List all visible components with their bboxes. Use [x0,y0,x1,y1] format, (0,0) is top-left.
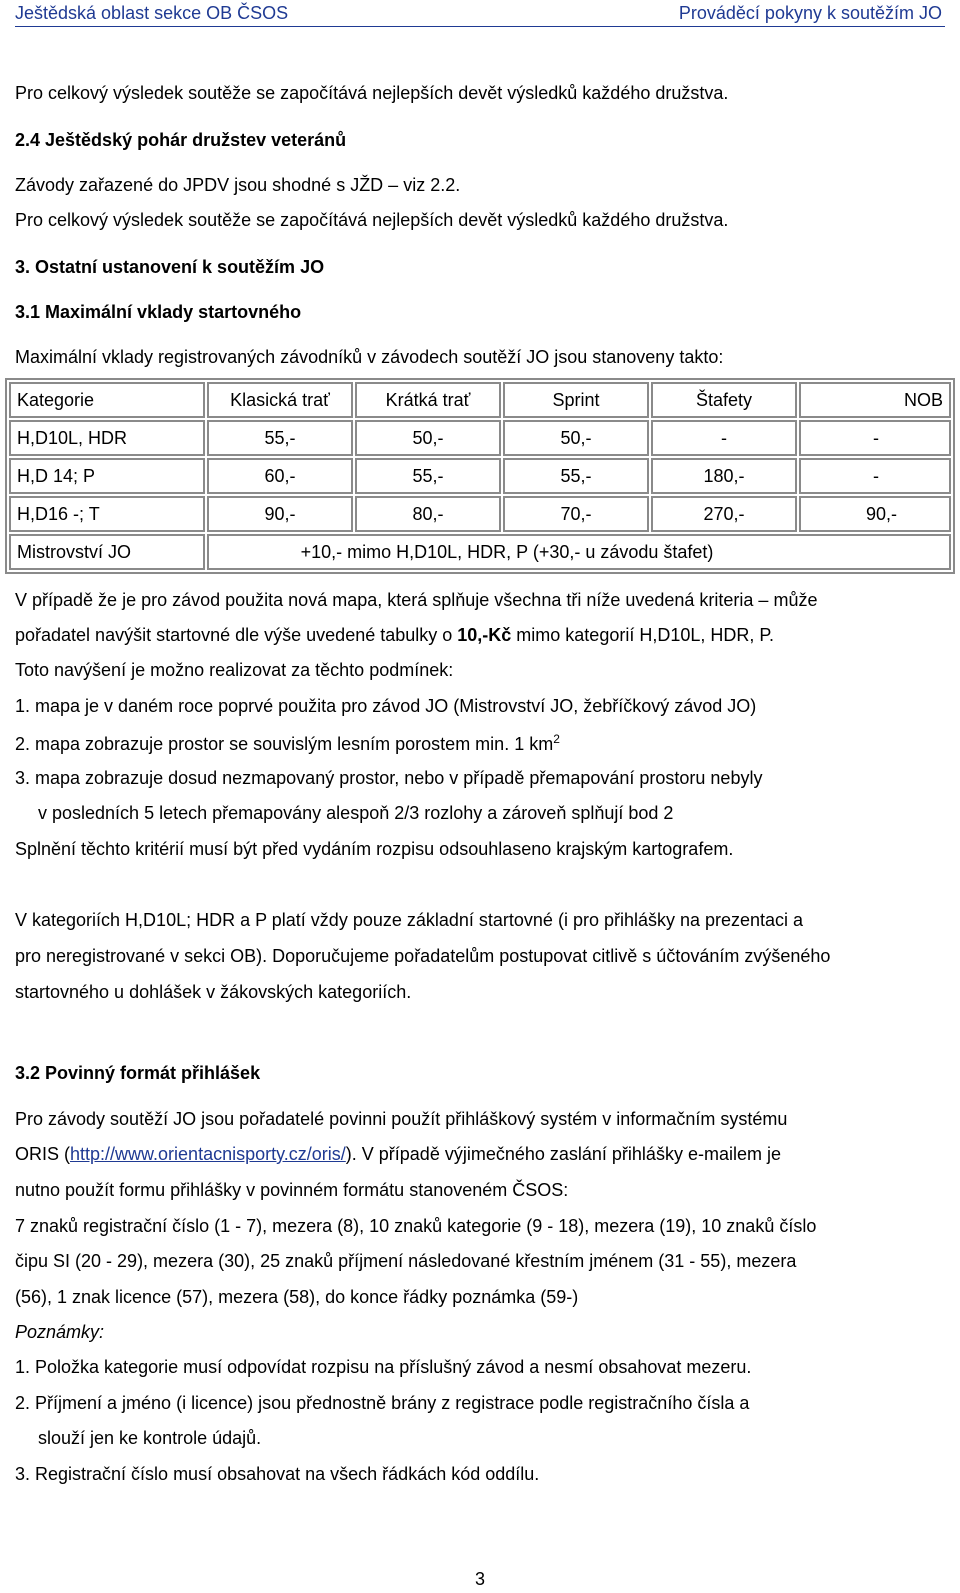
table-cell: 55,- [207,420,353,456]
note-1: 1. Položka kategorie musí odpovídat rozpisu na příslušný závod a nesmí obsahovat mezeru. [15,1357,752,1377]
table-row [9,496,951,532]
paragraph [15,625,774,646]
table-cell: 90,- [799,496,951,532]
table-cell: 70,- [503,496,649,532]
paragraph: Splnění těchto kritérií musí být před vydáním rozpisu odsouhlaseno krajským kartografem. [15,839,734,859]
paragraph: Pro závody soutěží JO jsou pořadatelé povinni použít přihláškový systém v informačním systému [15,1109,788,1129]
table-cell: 50,- [355,420,501,456]
paragraph: 7 znaků registrační číslo (1 - 7), mezera (8), 10 znaků kategorie (9 - 18), mezera (19), 10 znaků číslo [15,1216,817,1236]
paragraph: čipu SI (20 - 29), mezera (30), 25 znaků příjmení následované křestním jménem (31 - 55), mezera [15,1251,797,1271]
table-cell: H,D10L, HDR [9,420,205,456]
table-cell: - [799,458,951,494]
table-cell: 60,- [207,458,353,494]
criterion-1: 1. mapa je v daném roce poprvé použita pro závod JO (Mistrovství JO, žebříčkový závod JO) [15,696,757,716]
superscript: 2 [553,732,560,746]
table-cell: - [799,420,951,456]
table-row [9,420,951,456]
paragraph: Maximální vklady registrovaných závodníků v závodech soutěží JO jsou stanoveny takto: [15,347,724,367]
paragraph: Pro celkový výsledek soutěže se započítává nejlepších devět výsledků každého družstva. [15,210,729,230]
page-number: 3 [474,1569,485,1589]
table-row [9,458,951,494]
paragraph: Toto navýšení je možno realizovat za těchto podmínek: [15,660,454,680]
text-run: 2. mapa zobrazuje prostor se souvislým lesním porostem min. 1 km [15,734,554,754]
notes-title-text: Poznámky: [15,1322,105,1342]
text-run: pořadatel navýšit startovné dle výše uvedené tabulky o [15,625,458,645]
criterion-3: 3. mapa zobrazuje dosud nezmapovaný prostor, nebo v případě přemapování prostoru nebyly [15,768,763,788]
text-run: ). V případě výjimečného zaslání přihlášky e-mailem je [345,1144,781,1164]
table-header-cell: Klasická trať [207,382,353,418]
paragraph: Pro celkový výsledek soutěže se započítává nejlepších devět výsledků každého družstva. [15,83,729,103]
table-header-cell: Krátká trať [355,382,501,418]
paragraph: Závody zařazené do JPDV jsou shodné s JŽD – viz 2.2. [15,175,461,195]
paragraph: V kategoriích H,D10L; HDR a P platí vždy pouze základní startovné (i pro přihlášky na prezentaci a [15,910,804,930]
table-cell: H,D16 -; T [9,496,205,532]
table-cell: H,D 14; P [9,458,205,494]
paragraph: nutno použít formu přihlášky v povinném formátu stanoveném ČSOS: [15,1180,569,1200]
paragraph: (56), 1 znak licence (57), mezera (58), do konce řádky poznámka (59-) [15,1287,579,1307]
table-cell: 55,- [355,458,501,494]
table-header-cell: Kategorie [9,382,205,418]
note-3: 3. Registrační číslo musí obsahovat na všech řádkách kód oddílu. [15,1464,540,1484]
paragraph: V případě že je pro závod použita nová mapa, která splňuje všechna tři níže uvedená kriteria – může [15,590,818,610]
page-header [0,0,960,28]
heading-2-4: 2.4 Ještědský pohár družstev veteránů [15,130,347,150]
table-cell: 270,- [651,496,797,532]
criterion-3-cont: v posledních 5 letech přemapovány alespoň 2/3 rozlohy a zároveň splňují bod 2 [38,803,674,823]
bold-amount: 10,-Kč [457,625,512,645]
note-2-cont: slouží jen ke kontrole údajů. [38,1428,262,1448]
heading-3: 3. Ostatní ustanovení k soutěžím JO [15,257,325,277]
table-row-mistrovstvi [9,534,951,570]
fee-table [5,378,955,574]
table-header-row [9,382,951,418]
table-cell: 180,- [651,458,797,494]
table-header-cell: Sprint [503,382,649,418]
heading-3-2: 3.2 Povinný formát přihlášek [15,1063,261,1083]
note-2: 2. Příjmení a jméno (i licence) jsou přednostně brány z registrace podle registračního čísla a [15,1393,750,1413]
paragraph: startovného u dohlášek v žákovských kategoriích. [15,982,412,1002]
text-run: mimo kategorií H,D10L, HDR, P. [511,625,775,645]
oris-link[interactable]: http://www.orientacnisporty.cz/oris/ [70,1144,346,1164]
header-right: Prováděcí pokyny k soutěžím JO [678,3,942,23]
notes-title [15,1322,104,1343]
text-run: ORIS ( [15,1144,71,1164]
table-cell: 50,- [503,420,649,456]
paragraph [15,1144,781,1165]
header-left: Ještědská oblast sekce OB ČSOS [15,3,289,23]
table-cell: 80,- [355,496,501,532]
table-cell-merged: +10,- mimo H,D10L, HDR, P (+30,- u závodu štafet) [207,534,951,570]
table-header-cell: Štafety [651,382,797,418]
table-cell: Mistrovství JO [9,534,205,570]
table-cell: 90,- [207,496,353,532]
criterion-2 [15,732,560,755]
table-header-cell: NOB [799,382,951,418]
table-cell: - [651,420,797,456]
heading-3-1: 3.1 Maximální vklady startovného [15,302,302,322]
table-cell: 55,- [503,458,649,494]
header-rule [15,26,945,27]
paragraph: pro neregistrované v sekci OB). Doporučujeme pořadatelům postupovat citlivě s účtováním zvýšeného [15,946,831,966]
